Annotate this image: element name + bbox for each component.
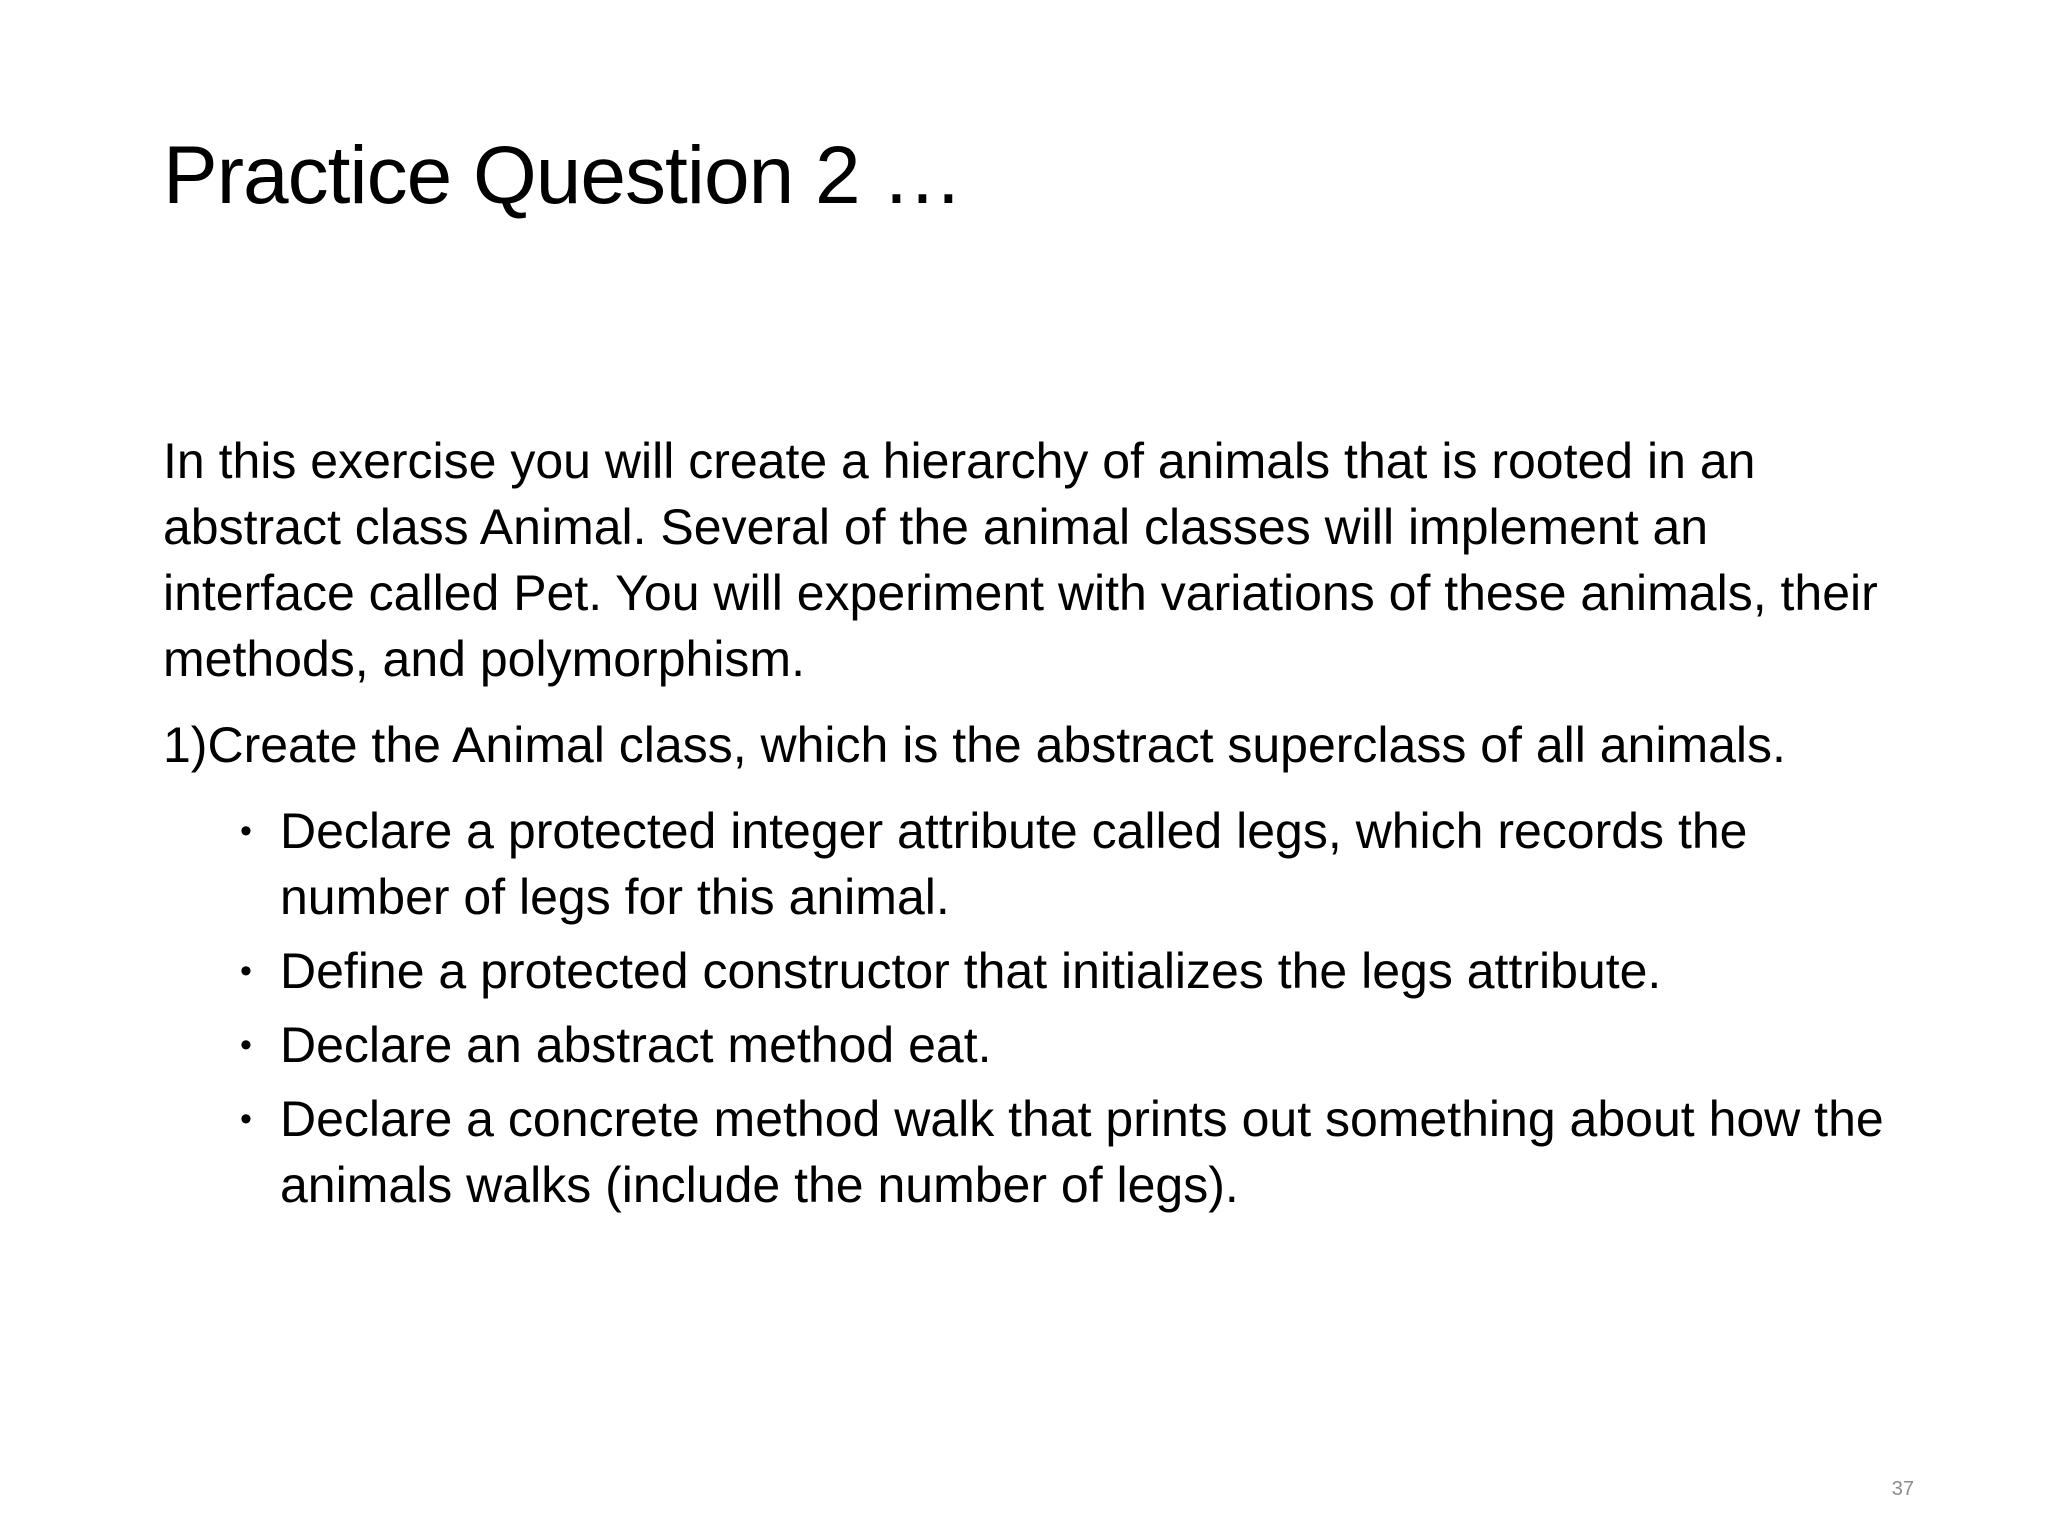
slide-body [163, 428, 1903, 1226]
bullet-text: Define a protected constructor that initializes the legs attribute. [280, 943, 1662, 999]
bullet-text: Declare an abstract method eat. [280, 1017, 992, 1073]
intro-paragraph: In this exercise you will create a hierarchy of animals that is rooted in an abstract class Animal. Several of the animal classes will implement an interface called Pet. You will experiment with variations of these animals, their methods, and polymorphism. [163, 433, 1878, 687]
bullet-item [240, 1012, 1903, 1078]
bullet-item [240, 938, 1903, 1004]
bullet-text: Declare a protected integer attribute called legs, which records the number of legs for this animal. [280, 803, 1748, 925]
bullet-icon: • [240, 812, 252, 850]
step-paragraph: 1)Create the Animal class, which is the abstract superclass of all animals. [163, 717, 1786, 773]
bullet-item [240, 1086, 1903, 1218]
bullet-list [163, 798, 1903, 1218]
bullet-icon: • [240, 1100, 252, 1138]
bullet-icon: • [240, 952, 252, 990]
bullet-icon: • [240, 1026, 252, 1064]
slide-number: 37 [1891, 1478, 1914, 1500]
slide-title: Practice Question 2 … [163, 130, 963, 221]
bullet-text: Declare a concrete method walk that prints out something about how the animals walks (include the number of legs). [280, 1091, 1884, 1213]
bullet-item [240, 798, 1903, 930]
